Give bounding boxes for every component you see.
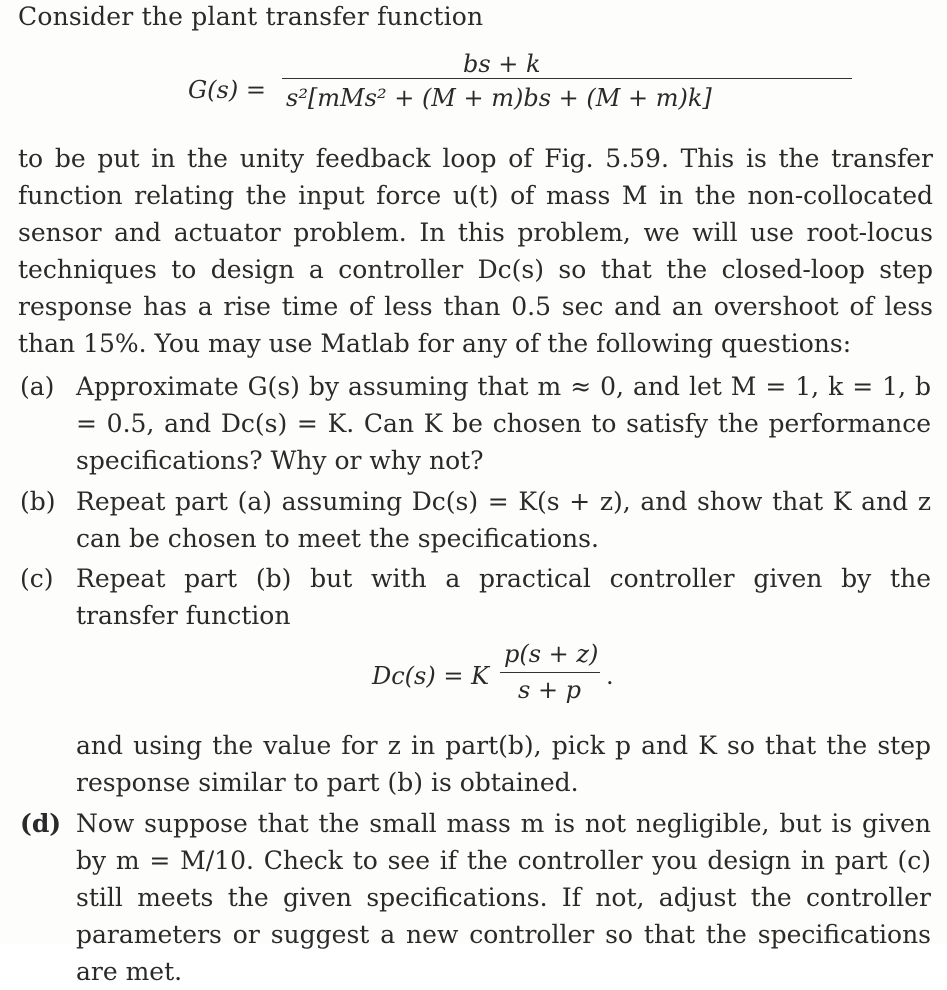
plant-transfer-function-equation	[180, 50, 780, 130]
part-a-text: Approximate G(s) by assuming that m ≈ 0, and let M = 1, k = 1, b = 0.5, and Dc(s) = K. Can K be chosen to satisfy the performance specifications? Why or why not?	[76, 372, 931, 475]
controller-equation-numerator: p(s + z)	[504, 640, 599, 668]
part-d-text: Now suppose that the small mass m is not negligible, but is given by m = M/10. Check to see if the controller you design in part (c) still meets the given specifications. If not, adjust the controller parameters or suggest a new controller so that the specifications are met.	[76, 809, 931, 986]
controller-fraction-bar	[500, 672, 600, 673]
controller-equation-lhs: Dc(s) = K	[372, 662, 490, 690]
part-b-text: Repeat part (a) assuming Dc(s) = K(s + z), and show that K and z can be chosen to meet the specifications.	[76, 487, 931, 553]
intro-line: Consider the plant transfer function	[18, 2, 484, 31]
controller-transfer-function-equation	[372, 640, 672, 710]
part-d-label: (d)	[20, 809, 62, 838]
part-a-label: (a)	[20, 372, 55, 401]
equation-lhs: G(s) =	[188, 76, 266, 104]
part-b-label: (b)	[20, 487, 56, 516]
part-c-label: (c)	[20, 564, 54, 593]
controller-equation-denominator: s + p	[518, 676, 582, 704]
equation-denominator: s²[mMs² + (M + m)bs + (M + m)k]	[286, 84, 712, 112]
fraction-bar	[282, 78, 852, 79]
controller-equation-period: .	[606, 662, 614, 690]
part-c-continuation: and using the value for z in part(b), pick p and K so that the step response similar to part (b) is obtained.	[76, 731, 931, 797]
part-c-text: Repeat part (b) but with a practical controller given by the transfer function	[76, 564, 931, 630]
equation-numerator: bs + k	[463, 50, 541, 78]
problem-paragraph: to be put in the unity feedback loop of Fig. 5.59. This is the transfer function relating the input force u(t) of mass M in the non-collocated sensor and actuator problem. In this problem, we will use root-locus techniques to design a controller Dc(s) so that the closed-loop step response has a rise time of less than 0.5 sec and an overshoot of less than 15%. You may use Matlab for any of the following questions:	[18, 144, 933, 358]
